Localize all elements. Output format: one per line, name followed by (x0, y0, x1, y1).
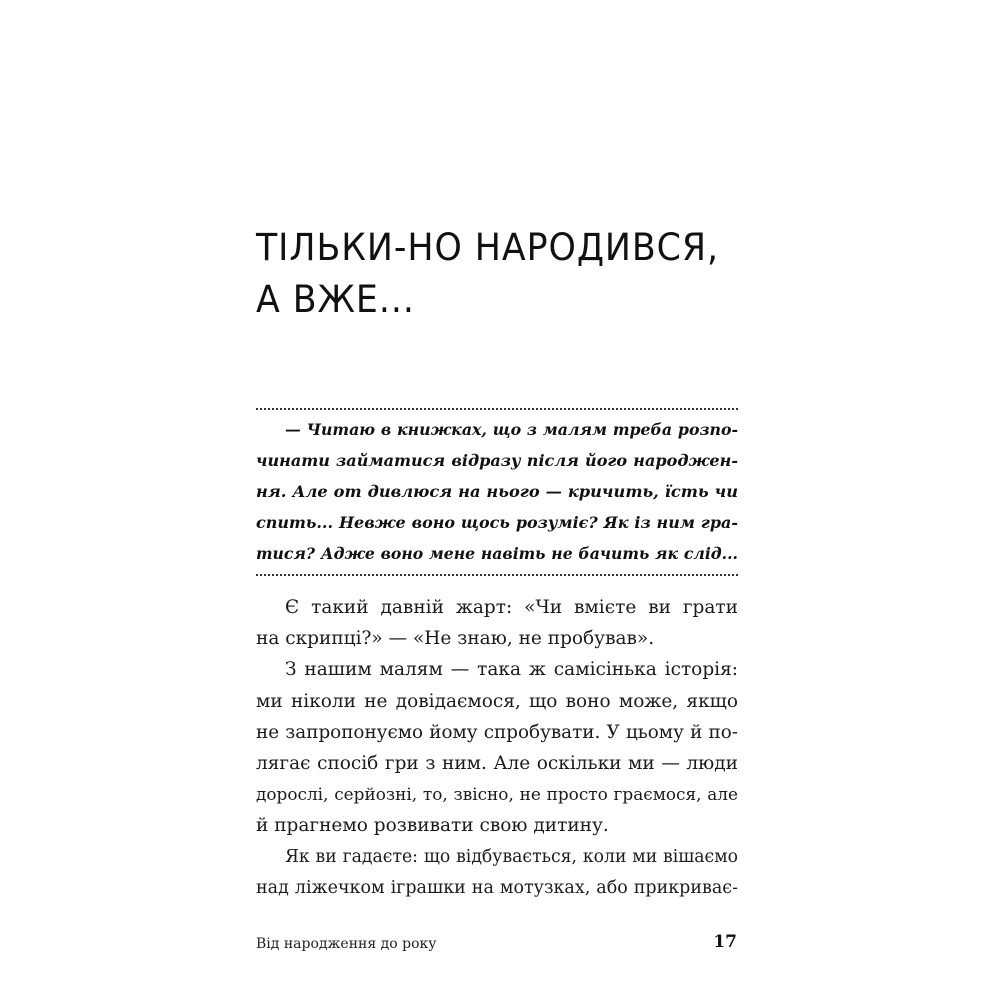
body-line: й прагнемо розвивати свою дитину. (256, 815, 609, 837)
quote-line: тися? Адже воно мене навіть не бачить як слід... (256, 544, 738, 563)
chapter-title (256, 222, 726, 326)
quote-line: спить... Невже воно щось розуміє? Як із ним гра- (256, 513, 738, 532)
body-line: над ліжечком іграшки на мотузках, або прикриває- (256, 877, 738, 898)
body-line: ми ніколи не довідаємося, що воно може, якщо (256, 690, 738, 712)
quote-line: — Читаю в книжках, що з малям треба розпо- (285, 420, 738, 439)
quote-line: чинати займатися відразу після його народжен- (256, 451, 738, 470)
body-line: лягає спосіб гри з ним. Але оскільки ми — люди (256, 752, 738, 774)
quote-line: ня. Але от дивлюся на нього — кричить, їсть чи (256, 482, 738, 501)
running-footer-title: Від народження до року (256, 936, 437, 952)
body-line: Як ви гадаєте: що відбувається, коли ми вішаємо (285, 846, 738, 867)
body-line: дорослі, серйозні, то, звісно, не просто граємося, але (256, 784, 738, 805)
body-line: на скрипці?» — «Не знаю, не пробував». (256, 628, 655, 650)
page-number: 17 (713, 932, 737, 952)
epigraph-quote (256, 414, 738, 569)
body-text (256, 592, 738, 904)
body-line: не запропонуємо йому спробувати. У цьому й по- (256, 721, 738, 743)
chapter-title-line-2: А ВЖЕ... (256, 278, 415, 321)
body-line: З нашим малям — така ж самісінька історія: (285, 659, 738, 681)
body-line: Є такий давній жарт: «Чи вмієте ви грати (285, 597, 738, 618)
dotted-divider-bottom (256, 574, 738, 576)
dotted-divider-top (256, 408, 738, 410)
chapter-title-line-1: ТІЛЬКИ-НО НАРОДИВСЯ, (256, 226, 720, 269)
